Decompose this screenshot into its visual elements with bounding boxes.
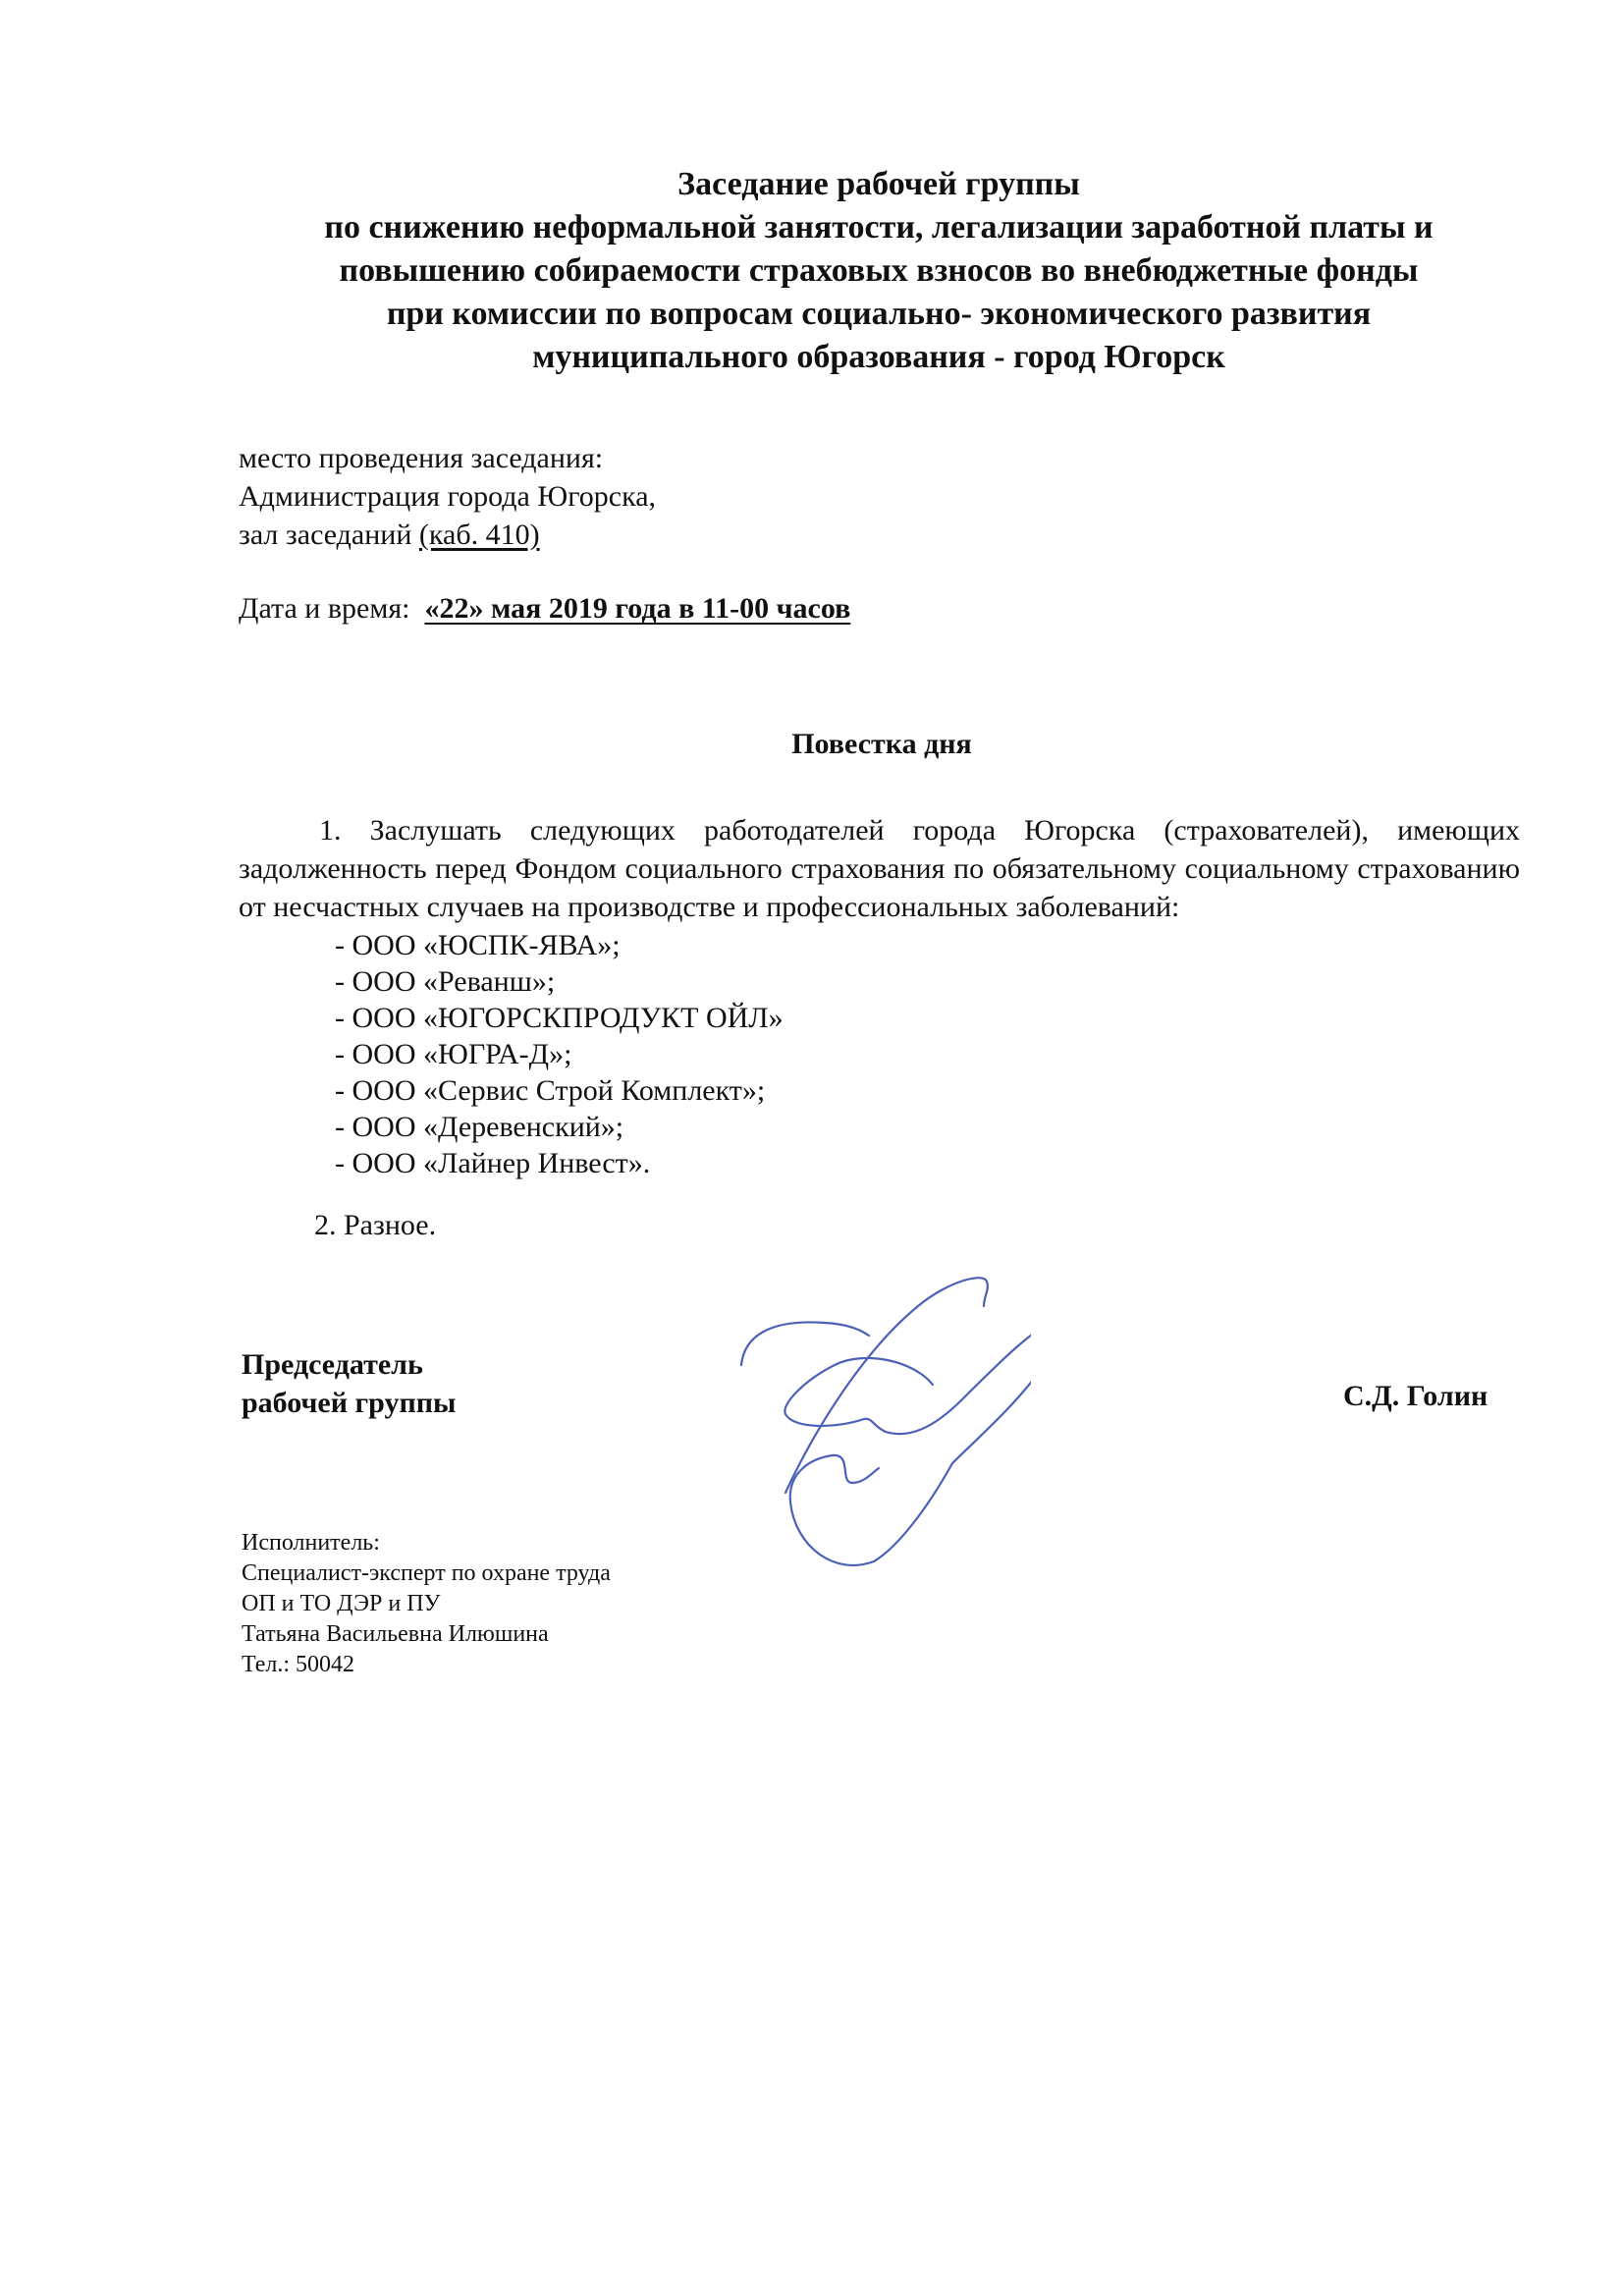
venue-hall [239,516,656,554]
title-line: Заседание рабочей группы [677,166,1080,202]
document-title [196,163,1561,379]
executor-position: Специалист-эксперт по охране труда [242,1560,611,1586]
company-item: - ООО «Лайнер Инвест». [335,1147,651,1179]
title-line: муниципального образования - город Югорск [532,339,1225,375]
company-item: - ООО «Сервис Строй Комплект»; [335,1074,766,1107]
agenda-item-2: 2. Разное. [314,1209,437,1241]
chairman-position [242,1345,456,1422]
executor-label: Исполнитель: [242,1530,380,1556]
title-line: по снижению неформальной занятости, легализации заработной платы и [324,209,1434,246]
agenda-item-1: 1. Заслушать следующих работодателей города Югорска (страхователей), имеющих задолженность перед Фондом социального страхования по обязательному социальному страхованию от несчастных случаев на производстве и профессиональных заболеваний: [239,814,1520,923]
executor-block [242,1528,611,1680]
title-line: повышению собираемости страховых взносов во внебюджетные фонды [339,252,1419,289]
company-item: - ООО «ЮГРА-Д»; [335,1038,572,1070]
chairman-position-line: рабочей группы [242,1387,457,1419]
company-list [335,927,784,1181]
executor-department: ОП и ТО ДЭР и ПУ [242,1591,441,1616]
title-line: при комиссии по вопросам социально- экономического развития [386,296,1372,332]
venue-hall-text: зал заседаний [239,519,419,551]
venue-organization: Администрация города Югорска, [239,480,657,513]
venue-room: (каб. 410) [418,519,540,551]
agenda-title: Повестка дня [791,728,972,760]
meeting-datetime [239,589,850,628]
datetime-value: «22» мая 2019 года в 11-00 часов [424,592,851,625]
executor-phone: Тел.: 50042 [242,1652,355,1677]
executor-name: Татьяна Васильевна Илюшина [242,1621,549,1647]
company-item: - ООО «ЮГОРСКПРОДУКТ ОЙЛ» [335,1002,784,1034]
chairman-position-line: Председатель [242,1348,423,1381]
handwritten-signature [727,1252,1031,1566]
company-item: - ООО «ЮСПК-ЯВА»; [335,929,621,961]
company-item: - ООО «Деревенский»; [335,1111,624,1143]
datetime-label: Дата и время: [239,592,410,625]
venue-label: место проведения заседания: [239,442,604,474]
chairman-name: С.Д. Голин [1343,1380,1488,1412]
company-item: - ООО «Реванш»; [335,965,556,998]
signature-stroke [784,1323,1031,1565]
venue-block [239,439,656,554]
